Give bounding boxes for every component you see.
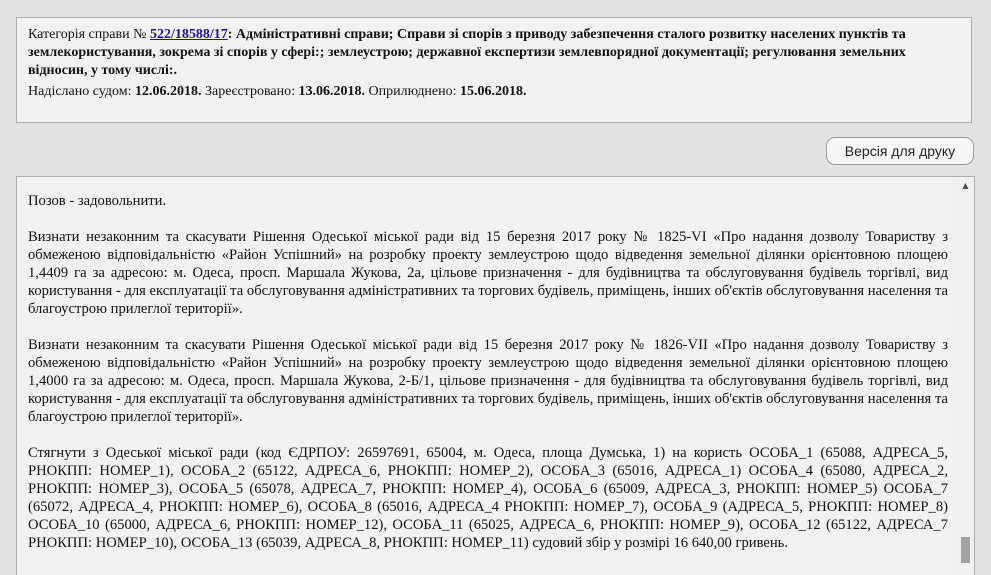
decision-text bbox=[28, 192, 948, 570]
decision-text-panel[interactable] bbox=[16, 176, 975, 575]
case-number-link[interactable]: 522/18588/17 bbox=[149, 27, 228, 42]
published-date: 15.06.2018. bbox=[460, 84, 527, 99]
registered-date: 13.06.2018. bbox=[298, 84, 365, 99]
paragraph: Визнати незаконним та скасувати Рішення Одеської міської ради від 15 березня 2017 року № 1825-VI «Про надання дозволу Товариству з обмеженою відповідальністю «Район Успішний» на розробку проекту землеустрою щодо відведення земельної ділянки орієнтовною площею 1,4409 га за адресою: м. Одеса, просп. Маршала Жукова, 2а, цільове призначення - для будівництва та обслуговування будівель торгівлі, вид користування - для експлуатації та обслуговування адміністративних та торгових будівель, приміщень, інших об'єктів обслуговування населення та благоустрою прилеглої території». bbox=[28, 229, 948, 317]
print-version-button[interactable]: Версія для друку bbox=[826, 137, 974, 165]
paragraph: Стягнути з Одеської міської ради (код ЄДРПОУ: 26597691, 65004, м. Одеса, площа Думська, 1) на користь ОСОБА_1 (65088, АДРЕСА_5, РНОКПП: НОМЕР_1), ОСОБА_2 (65122, АДРЕСА_6, РНОКПП: НОМЕР_2), ОСОБА_3 (65016, АДРЕСА_1) ОСОБА_4 (65080, АДРЕСА_2, РНОКПП: НОМЕР_3), ОСОБА_5 (65078, АДРЕСА_7, РНОКПП: НОМЕР_4), ОСОБА_6 (65009, АДРЕСА_3, РНОКПП: НОМЕР_5) ОСОБА_7 (65072, АДРЕСА_4, РНОКПП: НОМЕР_6), ОСОБА_8 (65016, АДРЕСА_4 РНОКПП: НОМЕР_7), ОСОБА_9 (АДРЕСА_5, РНОКПП: НОМЕР_8) ОСОБА_10 (65000, АДРЕСА_6, РНОКПП: НОМЕР_12), ОСОБА_11 (65025, АДРЕСА_6, РНОКПП: НОМЕР_9), ОСОБА_12 (65122, АДРЕСА_7 РНОКПП: НОМЕР_10), ОСОБА_13 (65039, АДРЕСА_8, РНОКПП: НОМЕР_11) судовий збір у розмірі 16 640,00 гривень. bbox=[28, 445, 948, 551]
case-category bbox=[28, 26, 961, 80]
scrollbar-thumb[interactable] bbox=[961, 537, 970, 563]
paragraph: Позов - задовольнити. bbox=[28, 193, 167, 209]
paragraph: Визнати незаконним та скасувати Рішення Одеської міської ради від 15 березня 2017 року № 1826-VII «Про надання дозволу Товариству з обмеженою відповідальністю «Район Успішний» на розробку проекту землеустрою щодо відведення земельної ділянки орієнтовною площею 1,4000 га за адресою: м. Одеса, просп. Маршала Жукова, 2-Б/1, цільове призначення - для будівництва та обслуговування будівель торгівлі, вид користування - для експлуатації та обслуговування адміністративних та торгових будівель, приміщень, інших об'єктів обслуговування населення та благоустрою прилеглої території». bbox=[28, 337, 948, 425]
scroll-up-arrow-icon[interactable]: ▲ bbox=[962, 181, 969, 190]
category-prefix: Категорія справи № bbox=[28, 27, 150, 42]
registered-label: Зареєстровано: bbox=[201, 84, 299, 99]
case-dates bbox=[28, 83, 961, 101]
sent-date: 12.06.2018. bbox=[135, 84, 202, 99]
case-info-panel bbox=[16, 17, 972, 123]
sent-label: Надіслано судом: bbox=[28, 84, 135, 99]
published-label: Оприлюднено: bbox=[364, 84, 461, 99]
vertical-scrollbar[interactable] bbox=[957, 177, 974, 575]
category-text: : Адміністративні справи; Справи зі спорів з приводу забезпечення сталого розвитку населених пунктів та землекористування, зокрема зі спорів у сфері:; землеустрою; державної експертизи землевпорядної документації; регулювання земельних відносин, у тому числі:. bbox=[28, 27, 906, 78]
